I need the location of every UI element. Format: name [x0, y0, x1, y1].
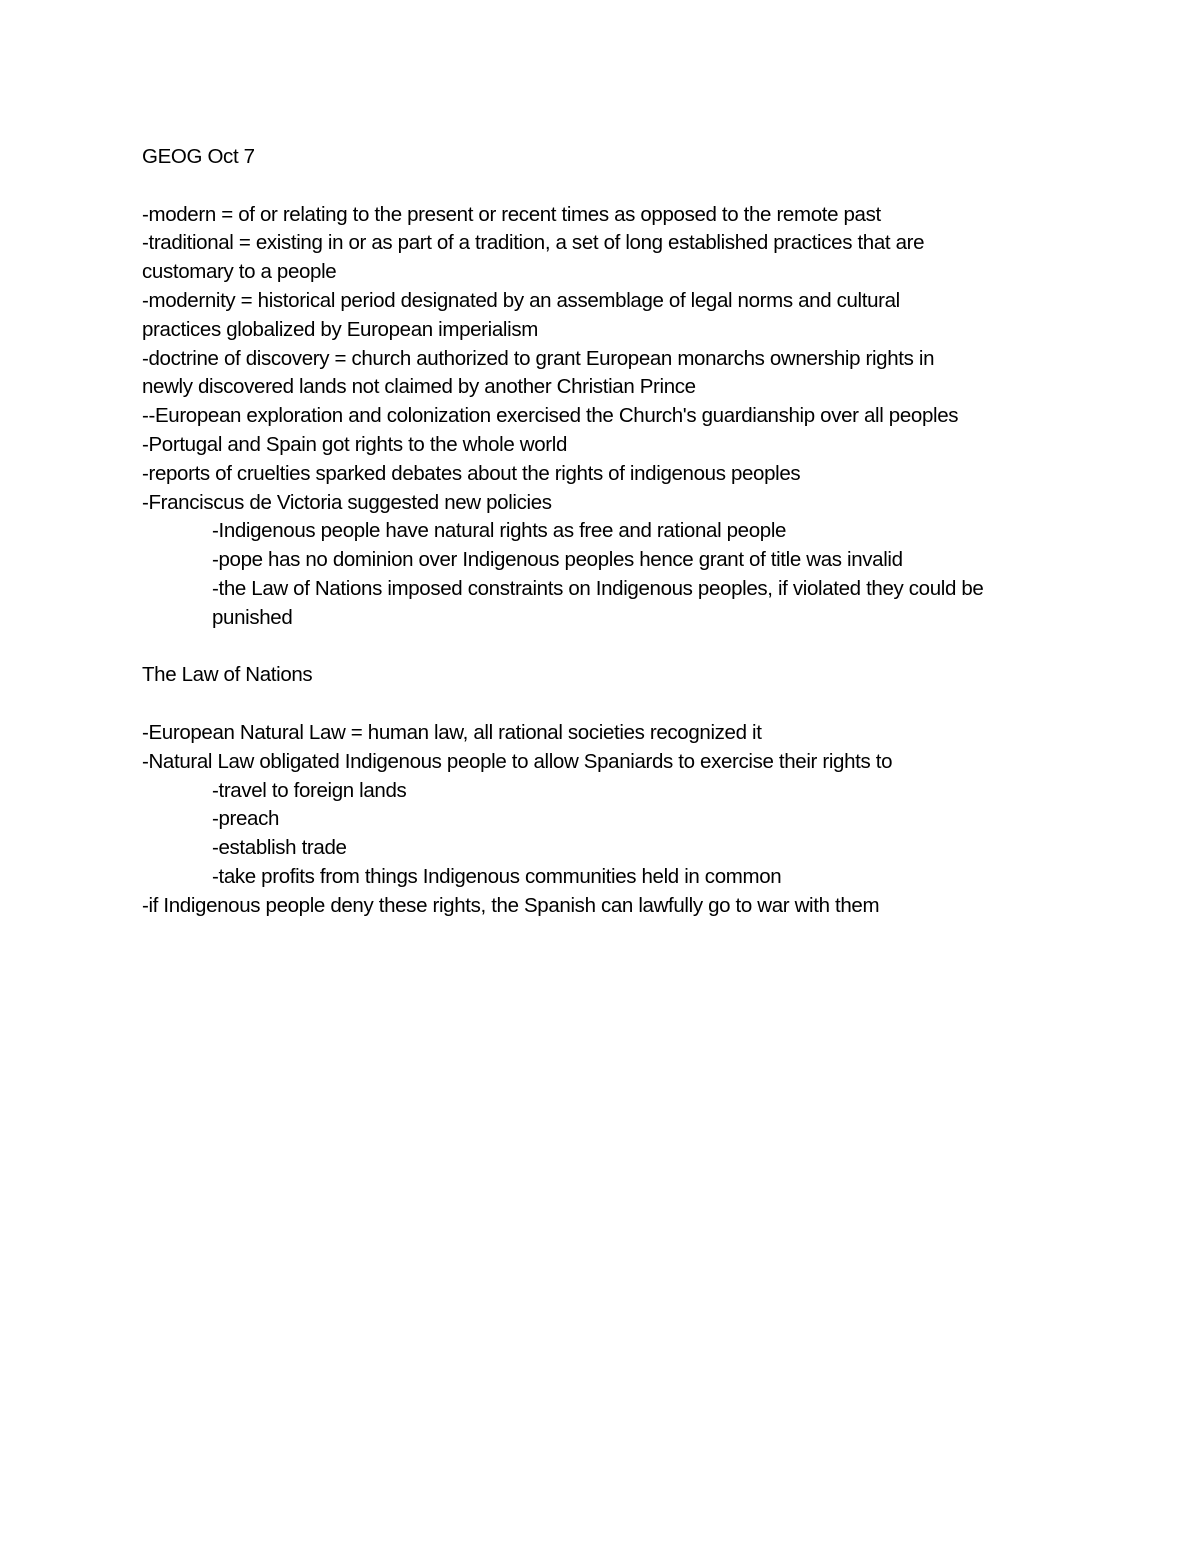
document-body [142, 143, 1082, 921]
sub-note-line: -pope has no dominion over Indigenous peoples hence grant of title was invalid [212, 548, 903, 572]
section-heading: The Law of Nations [142, 663, 313, 687]
blank-line [142, 633, 1082, 662]
note-line: --European exploration and colonization exercised the Church's guardianship over all peoples [142, 404, 959, 428]
note-line: -Franciscus de Victoria suggested new policies [142, 490, 552, 514]
note-line: -European Natural Law = human law, all rational societies recognized it [142, 720, 762, 744]
note-line: -traditional = existing in or as part of a tradition, a set of long established practices that are [142, 231, 925, 255]
blank-line [142, 172, 1082, 201]
sub-note-line: punished [212, 605, 293, 629]
note-line: -modern = of or relating to the present or recent times as opposed to the remote past [142, 202, 881, 226]
note-line: -if Indigenous people deny these rights, the Spanish can lawfully go to war with them [142, 893, 880, 917]
blank-line [142, 690, 1082, 719]
sub-note-line: -the Law of Nations imposed constraints on Indigenous peoples, if violated they could be [212, 576, 984, 600]
note-line: practices globalized by European imperialism [142, 317, 538, 341]
sub-note-line: -Indigenous people have natural rights as free and rational people [212, 519, 787, 543]
note-line: -modernity = historical period designated by an assemblage of legal norms and cultural [142, 288, 900, 312]
note-line: -Natural Law obligated Indigenous people to allow Spaniards to exercise their rights to [142, 749, 893, 773]
note-line: customary to a people [142, 260, 337, 284]
document-title: GEOG Oct 7 [142, 145, 255, 168]
note-line: -reports of cruelties sparked debates about the rights of indigenous peoples [142, 461, 801, 485]
sub-note-line: -preach [212, 807, 280, 831]
sub-note-line: -travel to foreign lands [212, 778, 407, 802]
sub-note-line: -establish trade [212, 836, 347, 860]
note-line: -Portugal and Spain got rights to the whole world [142, 432, 568, 456]
note-line: newly discovered lands not claimed by another Christian Prince [142, 375, 696, 399]
note-line: -doctrine of discovery = church authorized to grant European monarchs ownership rights in [142, 346, 935, 370]
sub-note-line: -take profits from things Indigenous communities held in common [212, 864, 782, 888]
